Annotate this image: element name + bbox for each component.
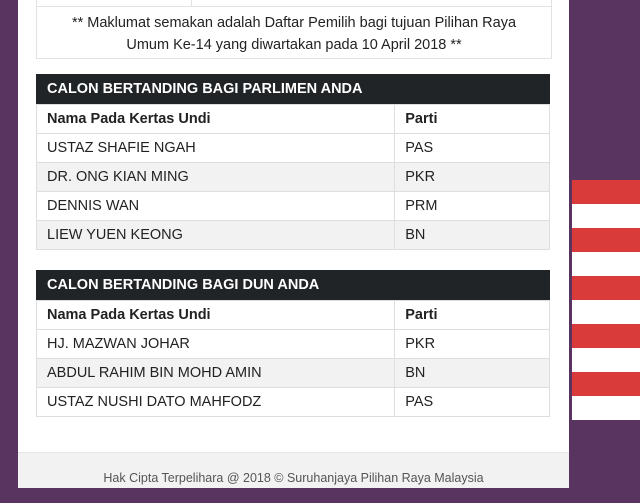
notice-text [37,12,551,56]
candidate-party: PAS [395,134,550,163]
column-header-name: Nama Pada Kertas Undi [37,301,395,330]
column-header-party: Parti [395,301,550,330]
candidate-name: DENNIS WAN [37,192,395,221]
candidate-name: HJ. MAZWAN JOHAR [37,330,395,359]
candidate-party: PAS [395,388,550,417]
table-header-row [37,105,550,134]
table-row [37,388,550,417]
table-row [37,221,550,250]
column-header-party: Parti [395,105,550,134]
candidate-party: BN [395,221,550,250]
notice-line-1: ** Maklumat semakan adalah Daftar Pemilih bagi tujuan Pilihan Raya [71,15,517,31]
table-row [37,359,550,388]
notice-box [36,6,552,59]
candidate-name: DR. ONG KIAN MING [37,163,395,192]
table-row [37,163,550,192]
candidate-name: LIEW YUEN KEONG [37,221,395,250]
candidate-party: PRM [395,192,550,221]
candidate-party: BN [395,359,550,388]
notice-line-2: Umum Ke-14 yang diwartakan pada 10 April 2018 ** [126,37,462,53]
candidate-name: ABDUL RAHIM BIN MOHD AMIN [37,359,395,388]
candidate-name: USTAZ NUSHI DATO MAHFODZ [37,388,395,417]
background-flag-graphic [572,180,640,420]
column-header-name: Nama Pada Kertas Undi [37,105,395,134]
dun-section-title: CALON BERTANDING BAGI DUN ANDA [36,270,550,300]
copyright-text: Hak Cipta Terpelihara @ 2018 © Suruhanjaya Pilihan Raya Malaysia [103,471,484,485]
candidate-party: PKR [395,330,550,359]
table-row [37,192,550,221]
dun-candidates-table [36,300,550,417]
table-header-row [37,301,550,330]
candidate-name: USTAZ SHAFIE NGAH [37,134,395,163]
parlimen-candidates-table [36,104,550,250]
table-row [37,330,550,359]
parlimen-section-title: CALON BERTANDING BAGI PARLIMEN ANDA [36,74,550,104]
page-footer [18,452,569,488]
table-row [37,134,550,163]
result-card [18,0,569,487]
candidate-party: PKR [395,163,550,192]
